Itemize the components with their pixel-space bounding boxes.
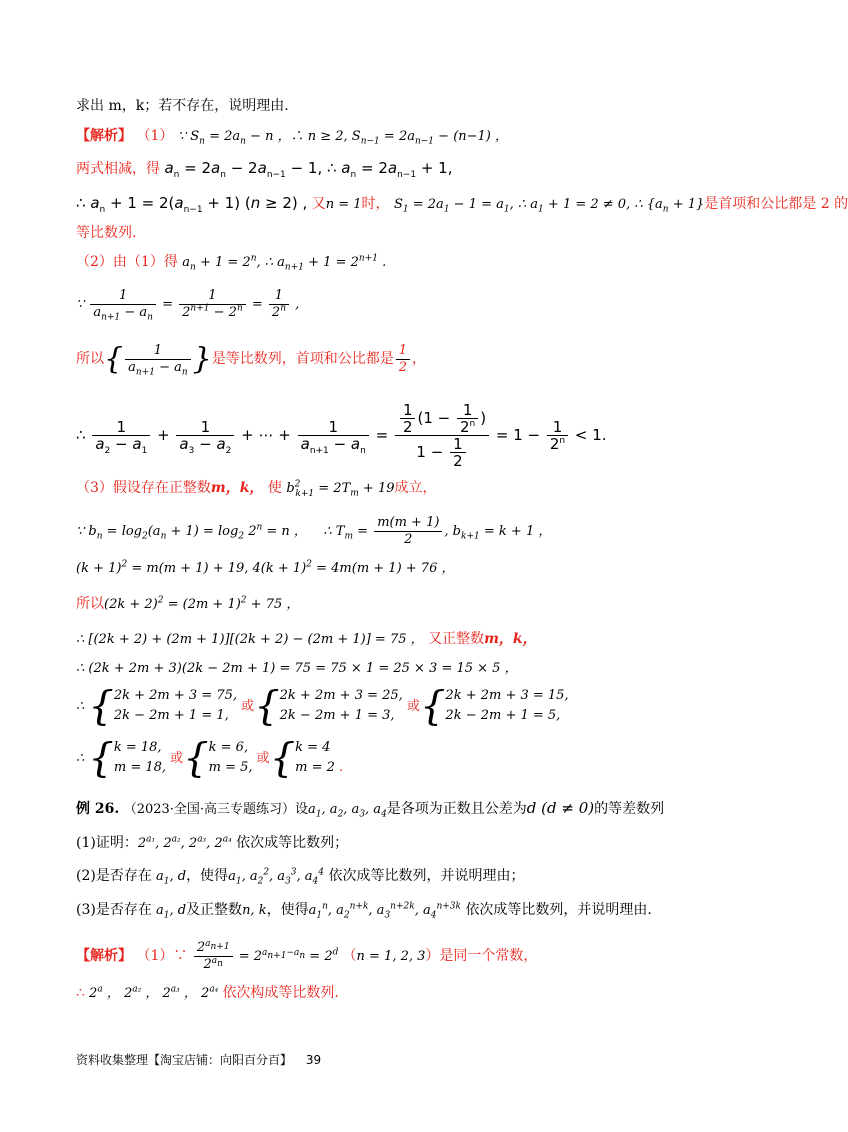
example-header	[76, 798, 664, 820]
line-11	[76, 515, 551, 548]
question-2	[76, 866, 524, 887]
equation-q2-a1d: $a_1$, d	[151, 869, 187, 887]
equation-conclusion: 2$^a$ ， $2^{a_2}$ ， $2^{a_3}$ ， $2^{a_4}$	[84, 984, 219, 1001]
line-1	[76, 96, 289, 116]
q1-text: 依次成等比数列；	[236, 835, 349, 851]
equation-recurrence: ∴ $a_n + 1 = 2(a_{n-1} + 1) (n \ge 2)$ ,	[76, 194, 308, 215]
line-10	[76, 478, 437, 499]
part-3-label: （3）假设存在正整数	[76, 480, 211, 496]
line-13	[76, 594, 299, 615]
text-and: 又	[311, 196, 326, 212]
equation-sn: ∵ $S_n = 2a_n - n$ ，∴ n ≥ 2, $S_{n-1} = 2a_{n-1} - (n-1)$ ，	[177, 129, 509, 147]
page-footer	[76, 1051, 321, 1068]
solution-label: 【解析】	[76, 128, 132, 144]
text-so: 所以	[76, 351, 104, 367]
equation-sum: ∴ $\frac{1}{a_2 - a_1}$ + $\frac{1}{a_3 - a_2}$ + ⋯ + $\frac{1}{a_{n+1} - a_n}$ = $\frac{1}{2}$ (1 − $\frac{1}{2^n}$ ) 1 − $\frac{1}{2}$ = 1 − $\frac{1}{2^n}$ < 1.	[76, 401, 607, 470]
answer-2-line-1	[76, 940, 537, 973]
question-1	[76, 833, 348, 854]
line-16	[76, 683, 569, 729]
text-or-3: 或	[170, 750, 184, 766]
q2-text: 依次成等比数列，并说明理由；	[328, 868, 525, 884]
text-or-4: 或	[256, 750, 270, 766]
q3-mid-2: ，使得	[266, 902, 309, 918]
line-5	[76, 223, 136, 243]
text-geo-seq: 等比数列.	[76, 225, 137, 241]
text-subtract: 两式相减，得	[76, 161, 160, 177]
line-8: 所以{ $\frac{1}{a_{n+1} - a_n}$ }是等比数列，首项和公比都是 $\frac{1}{2}$ ，	[76, 341, 427, 378]
equation-s1: $S_1 = 2a_1 - 1 = a_1$, ∴ $a_1 + 1 = 2 \ne 0$, ∴ $\{a_n + 1\}$	[393, 197, 705, 215]
line-17	[76, 735, 344, 781]
ans2-part1: （1）∵	[136, 948, 188, 964]
equation-n1: n = 1	[325, 197, 362, 212]
text-positive-int: 又正整数	[428, 631, 485, 647]
q2-mid: ，使得	[186, 868, 229, 884]
text-ratio: 是等比数列，首项和公比都是	[211, 351, 394, 367]
line-15	[76, 658, 518, 679]
line-4	[76, 193, 848, 215]
paren-open: （	[342, 948, 357, 964]
q3-mid: 及正整数	[186, 902, 243, 918]
ans2-const: 是同一个常数，	[439, 948, 538, 964]
q3-num: (3)是否存在	[76, 902, 152, 918]
equation-q3-nk: n, k	[242, 903, 267, 918]
ans2-therefore: ∴	[76, 985, 85, 1001]
text-make: 使	[267, 480, 282, 496]
equation-k1: $(k + 1)^2 = m(m + 1) + 19$, $4(k + 1)^2 = 4m(m + 1) + 76$ ，	[76, 559, 455, 576]
q1-num: (1)证明：	[76, 835, 138, 851]
example-text-2: 的等差数列	[594, 801, 665, 817]
text-when: 时，	[361, 196, 390, 212]
line-7	[76, 288, 299, 321]
q3-text: 依次成等比数列，并说明理由.	[465, 902, 652, 918]
equation-reciprocal-seq: { $\frac{1}{a_{n+1} - a_n}$ }	[104, 341, 212, 378]
answer-2-line-2	[76, 983, 339, 1004]
q2-num: (2)是否存在	[76, 868, 152, 884]
equation-q3-a1d: $a_1$, d	[151, 903, 187, 921]
line-14	[76, 629, 537, 650]
equation-q2: $a_1$, $a_2^2$, $a_3^3$, $a_4^4$	[228, 867, 325, 887]
equation-an: $a_n = 2a_n - 2a_{n-1} - 1$, ∴ $a_n = 2a_{n-1} + 1$,	[164, 159, 453, 180]
part-1-label: （1）	[136, 128, 174, 144]
equation-d: d (d ≠ 0)	[526, 799, 595, 817]
line-3	[76, 158, 452, 179]
line-6	[76, 252, 386, 273]
question-3	[76, 900, 652, 921]
page-number: 39	[305, 1053, 322, 1067]
example-label: 例 26.	[76, 801, 120, 817]
equation-2n: $a_n + 1 = 2^n$, ∴ $a_{n+1} + 1 = 2^{n+1}$ .	[182, 253, 387, 273]
text-intro: 求出 m，k；若不存在，说明理由.	[76, 98, 289, 114]
example-text-1: 是各项为正数且公差为	[386, 801, 527, 817]
equation-a1234: $a_1$, $a_2$, $a_3$, $a_4$	[308, 802, 387, 820]
equation-bn: ∵ $b_n = \log_2(a_n + 1) = \log_2 2^n = n$ ，	[76, 522, 307, 542]
text-holds: 成立，	[394, 480, 437, 496]
equation-q3: $a_1^n$, $a_2^{n+k}$, $a_3^{n+2k}$, $a_4^{n+3k}$	[308, 901, 461, 921]
text-or-1: 或	[241, 698, 255, 714]
example-source: （2023·全国·高三专题练习）设	[123, 802, 309, 817]
text-mk-2: m，k，	[484, 631, 537, 647]
line-2	[76, 126, 508, 147]
equation-half: $\frac{1}{2}$	[394, 352, 412, 367]
equation-squares: $(2k + 2)^2 = (2m + 1)^2 + 75$ ，	[104, 595, 300, 612]
line-9	[76, 402, 607, 469]
equation-diff-squares: ∴ [(2k + 2) + (2m + 1)][(2k + 2) − (2m + 1)] = 75 ，	[76, 632, 424, 647]
part-2-label: （2）由（1）得	[76, 254, 178, 270]
equation-ratio: $\frac{2^{a_{n+1}}}{2^{a_n}}$ = $2^{a_{n+1}-a_n} = 2^d$	[192, 949, 343, 964]
equation-factors: ∴ (2k + 2m + 3)(2k − 2m + 1) = 75 = 75 × 1 = 25 × 3 = 15 × 5 ，	[76, 661, 518, 676]
ans2-conclude-text: 依次构成等比数列.	[222, 985, 339, 1001]
equation-q1: $2^{a_1}$, $2^{a_2}$, $2^{a_3}$, $2^{a_4}$	[137, 834, 232, 851]
text-or-2: 或	[406, 698, 420, 714]
solution-label-2: 【解析】	[76, 948, 132, 964]
footer-text: 资料收集整理【淘宝店铺：向阳百分百】	[76, 1053, 293, 1067]
equation-n123: n = 1, 2, 3	[356, 949, 426, 964]
line-12	[76, 558, 455, 579]
equation-solutions: ∴ { k = 18, m = 18, 或{ k = 6, m = 5, 或{ k = 4 m = 2 .	[76, 735, 344, 781]
equation-bk: $b^2_{k+1} = 2T_m + 19$	[286, 479, 395, 499]
equation-reciprocal: ∵ $\frac{1}{a_{n+1} - a_n}$ = $\frac{1}{2^{n+1} - 2^n}$ = $\frac{1}{2^n}$ ,	[76, 288, 300, 323]
equation-systems: ∴ { 2k + 2m + 3 = 75, 2k − 2m + 1 = 1, 或{ 2k + 2m + 3 = 25, 2k − 2m + 1 = 3, 或{ 2k + 2m + 3 = 15, 2k − 2m + 1 = 5,	[76, 683, 569, 729]
equation-tm: ∴ $T_m$ = $\frac{m(m + 1)}{2}$ , $b_{k+1} = k + 1$ ，	[323, 515, 552, 547]
text-so-2: 所以	[76, 596, 104, 612]
paren-close: ）	[425, 948, 440, 964]
text-mk: m，k，	[210, 480, 264, 496]
text-geometric: 是首项和公比都是 2 的	[704, 196, 848, 212]
